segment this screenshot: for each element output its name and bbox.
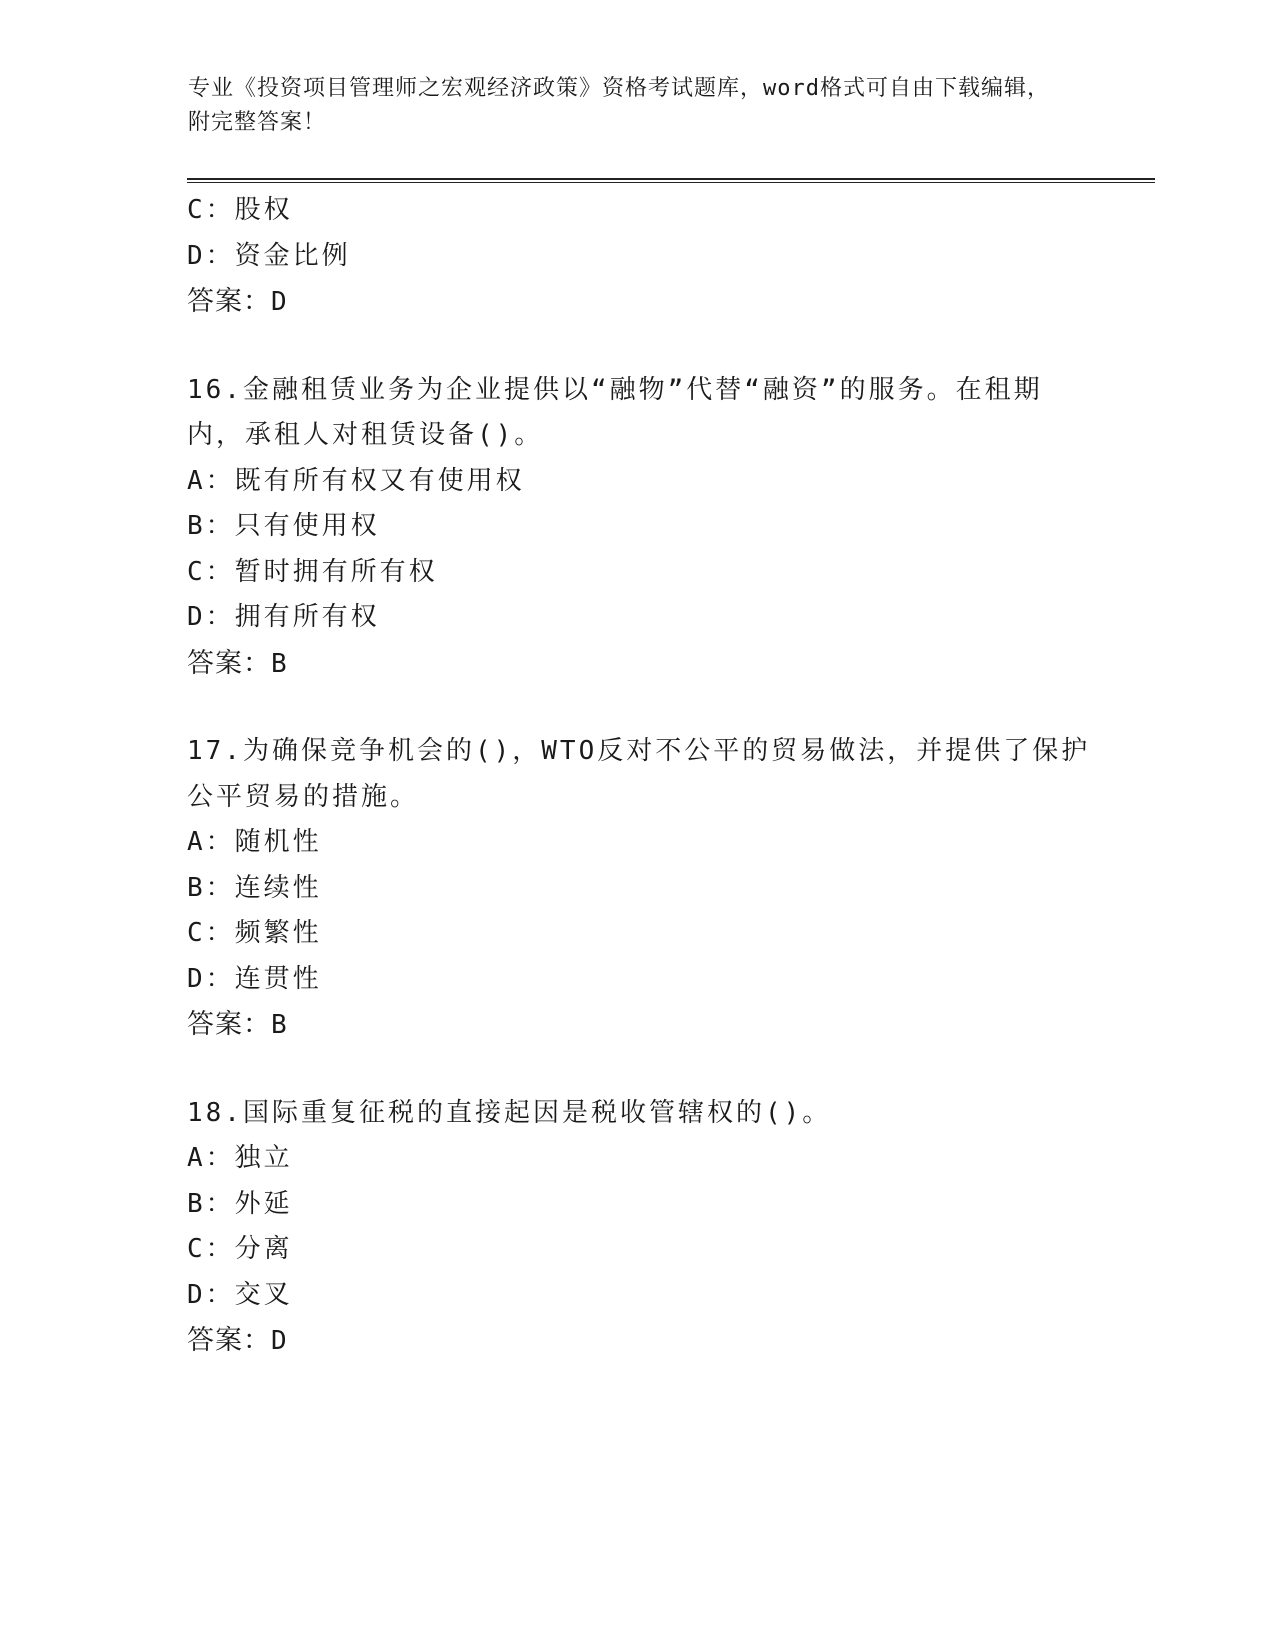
answer-line [187,1002,1087,1049]
question-17 [187,729,1091,1049]
option-d: D：交叉 [187,1279,293,1310]
answer-label: 答案： [187,1009,271,1040]
question-18 [187,1091,1087,1365]
answer-line [187,641,1087,688]
answer-value: B [271,1010,288,1040]
option-a: A：既有所有权又有使用权 [187,465,525,496]
answer-value: D [271,1326,288,1356]
header-divider [187,178,1155,183]
question-stem: 16.金融租赁业务为企业提供以“融物”代替“融资”的服务。在租期 [187,374,1043,405]
option-d: D：资金比例 [187,240,351,271]
question-stem-cont: 公平贸易的措施。 [187,781,420,812]
answer-value: D [271,287,288,317]
option-b: B：连续性 [187,872,322,903]
option-a: A：独立 [187,1143,293,1173]
answer-line [187,279,1087,326]
question-stem: 18.国际重复征税的直接起因是税收管辖权的()。 [187,1097,832,1128]
option-d: D：连贯性 [187,963,322,994]
answer-value: B [271,648,288,679]
answer-label: 答案： [187,1325,271,1356]
option-c: C：分离 [187,1234,293,1264]
question-stem-cont: 内，承租人对租赁设备()。 [187,420,544,450]
option-a: A：随机性 [187,827,322,857]
answer-label: 答案： [187,647,271,679]
question-15-tail [187,188,1087,326]
option-d: D：拥有所有权 [187,602,380,632]
option-c: C：暂时拥有所有权 [187,556,438,587]
answer-line [187,1318,1087,1365]
option-c: C：频繁性 [187,918,322,948]
option-b: B：外延 [187,1188,293,1219]
question-list [187,188,1091,1365]
question-stem: 17.为确保竞争机会的()，WTO反对不公平的贸易做法，并提供了保护 [187,736,1091,766]
answer-label: 答案： [187,286,271,317]
header-text: 专业《投资项目管理师之宏观经济政策》资格考试题库，word格式可自由下载编辑，附完整答案！ [188,76,1050,135]
option-c: C：股权 [187,195,293,225]
option-b: B：只有使用权 [187,511,380,541]
question-16 [187,368,1087,688]
document-header [188,72,1068,140]
